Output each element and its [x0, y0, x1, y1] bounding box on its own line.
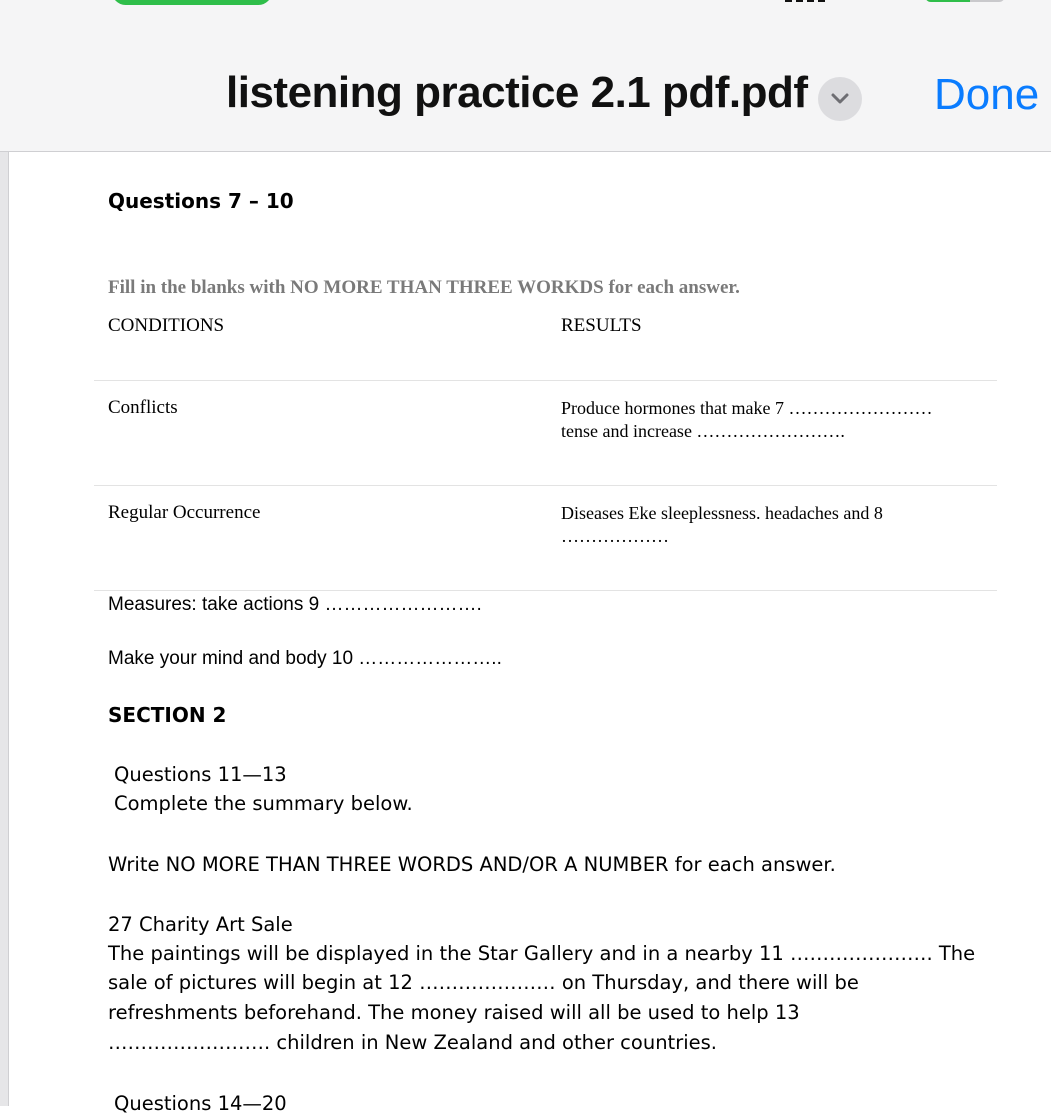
condition-conflicts: Conflicts	[108, 397, 178, 418]
questions-14-20-heading: Questions 14—20	[114, 1092, 287, 1115]
summary-line: refreshments beforehand. The money raised will all be used to help 13	[108, 1001, 800, 1024]
fill-blanks-instruction: Fill in the blanks with NO MORE THAN THREE WORKDS for each answer.	[108, 277, 740, 298]
signal-icon	[785, 0, 845, 2]
summary-title: 27 Charity Art Sale	[108, 913, 293, 936]
complete-summary-line: Complete the summary below.	[114, 792, 413, 815]
measures-line: Measures: take actions 9 …………………….	[108, 594, 482, 615]
battery-icon	[925, 0, 1005, 2]
questions-11-13-heading: Questions 11—13	[114, 763, 287, 786]
section-2-heading: SECTION 2	[108, 703, 227, 727]
write-instruction: Write NO MORE THAN THREE WORDS AND/OR A NUMBER for each answer.	[108, 853, 836, 876]
navigation-bar	[0, 0, 1051, 152]
result-7-line1: Produce hormones that make 7 ……………………	[561, 398, 933, 418]
call-status-pill[interactable]	[112, 0, 272, 5]
pdf-page[interactable]	[0, 152, 1051, 1115]
result-8-line1: Diseases Eke sleeplessness. headaches and 8	[561, 503, 883, 523]
summary-line: sale of pictures will begin at 12 ………………… on Thursday, and there will be	[108, 971, 859, 994]
table-divider	[94, 380, 997, 381]
summary-line: ……………………. children in New Zealand and other countries.	[108, 1031, 717, 1054]
conditions-header: CONDITIONS	[108, 315, 225, 336]
make-mind-line: Make your mind and body 10 …………………..	[108, 648, 502, 669]
chevron-down-icon	[830, 92, 850, 106]
document-title: listening practice 2.1 pdf.pdf	[226, 68, 808, 117]
condition-regular-occurrence: Regular Occurrence	[108, 502, 261, 523]
summary-line: The paintings will be displayed in the Star Gallery and in a nearby 11 …………………. The	[108, 942, 976, 965]
result-8-line2: ………………	[561, 526, 669, 546]
result-7-line2: tense and increase …………………….	[561, 421, 845, 441]
table-divider	[94, 485, 997, 486]
results-header: RESULTS	[561, 315, 642, 336]
table-divider	[94, 590, 997, 591]
title-menu-button[interactable]	[818, 77, 862, 121]
done-button[interactable]: Done	[934, 70, 1040, 119]
questions-7-10-heading: Questions 7 – 10	[108, 189, 294, 213]
